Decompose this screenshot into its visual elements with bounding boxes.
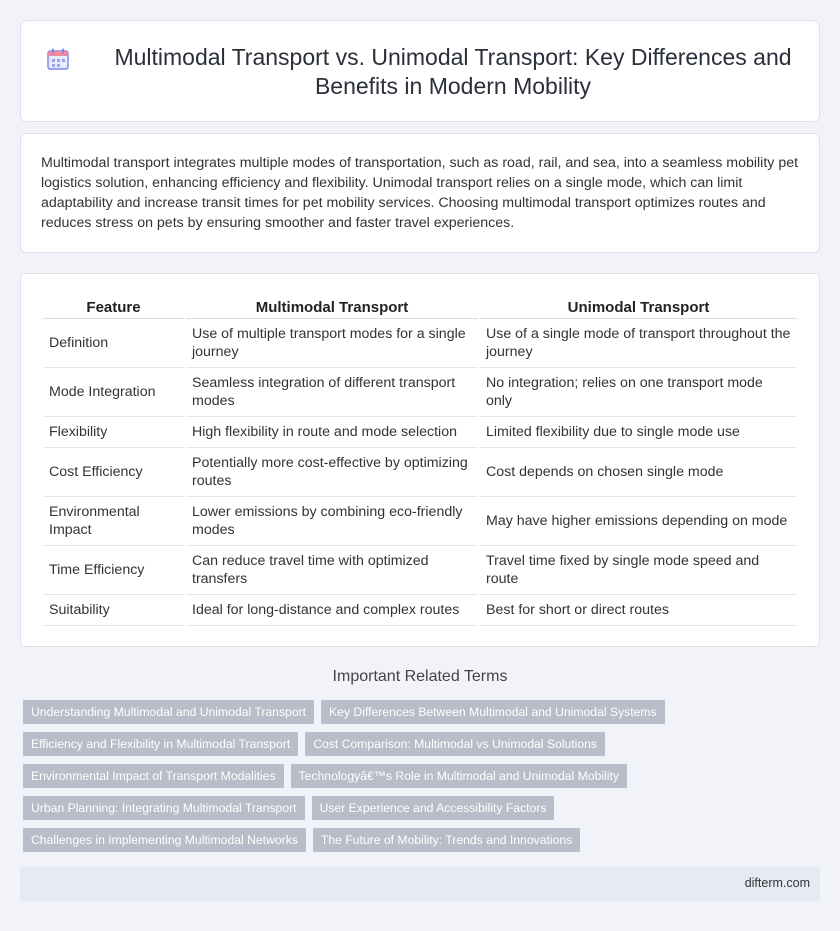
table-row bbox=[43, 448, 797, 497]
table-header-multimodal: Multimodal Transport bbox=[186, 297, 478, 319]
table-cell: Cost Efficiency bbox=[43, 448, 184, 497]
table-row bbox=[43, 368, 797, 417]
intro-paragraph: Multimodal transport integrates multiple modes of transportation, such as road, rail, and sea, into a seamless mobility pet logistics solution, enhancing efficiency and flexibility. Unimodal transport relies on a single mode, which can limit adaptability and increase transit times for pet mobility services. Choosing multimodal transport optimizes routes and reduces stress on pets by ensuring smoother and faster travel experiences. bbox=[41, 155, 799, 231]
table-cell: Seamless integration of different transport modes bbox=[186, 368, 478, 417]
table-cell: Cost depends on chosen single mode bbox=[480, 448, 797, 497]
table-row bbox=[43, 595, 797, 626]
tag-row bbox=[23, 700, 803, 724]
table-header-unimodal: Unimodal Transport bbox=[480, 297, 797, 319]
table-cell: Definition bbox=[43, 319, 184, 368]
title-card bbox=[20, 20, 820, 122]
tag-row bbox=[23, 764, 803, 788]
table-cell: Suitability bbox=[43, 595, 184, 626]
related-term-link[interactable]: Technologyâ€™s Role in Multimodal and Unimodal Mobility bbox=[291, 764, 627, 788]
table-cell: Time Efficiency bbox=[43, 546, 184, 595]
table-header-feature: Feature bbox=[43, 297, 184, 319]
table-cell: Best for short or direct routes bbox=[480, 595, 797, 626]
table-cell: Potentially more cost-effective by optimizing routes bbox=[186, 448, 478, 497]
table-row bbox=[43, 417, 797, 448]
related-terms-heading: Important Related Terms bbox=[332, 668, 508, 685]
table-cell: Use of multiple transport modes for a single journey bbox=[186, 319, 478, 368]
table-row bbox=[43, 497, 797, 546]
table-row bbox=[43, 546, 797, 595]
table-row bbox=[43, 319, 797, 368]
related-term-link[interactable]: Understanding Multimodal and Unimodal Transport bbox=[23, 700, 314, 724]
table-cell: Ideal for long-distance and complex routes bbox=[186, 595, 478, 626]
intro-card bbox=[20, 133, 820, 253]
related-term-link[interactable]: User Experience and Accessibility Factors bbox=[312, 796, 555, 820]
table-cell: High flexibility in route and mode selection bbox=[186, 417, 478, 448]
table-cell: Lower emissions by combining eco-friendly modes bbox=[186, 497, 478, 546]
tag-row bbox=[23, 828, 803, 852]
table-cell: No integration; relies on one transport mode only bbox=[480, 368, 797, 417]
related-term-link[interactable]: Challenges in Implementing Multimodal Networks bbox=[23, 828, 306, 852]
table-cell: Mode Integration bbox=[43, 368, 184, 417]
related-term-link[interactable]: Key Differences Between Multimodal and Unimodal Systems bbox=[321, 700, 665, 724]
page-title: Multimodal Transport vs. Unimodal Transport: Key Differences and Benefits in Modern Mobility bbox=[114, 44, 792, 99]
comparison-table bbox=[41, 297, 799, 626]
related-term-link[interactable]: Efficiency and Flexibility in Multimodal Transport bbox=[23, 732, 298, 756]
footer bbox=[20, 867, 820, 901]
table-cell: May have higher emissions depending on mode bbox=[480, 497, 797, 546]
footer-site-link[interactable]: difterm.com bbox=[744, 876, 810, 890]
table-cell: Limited flexibility due to single mode use bbox=[480, 417, 797, 448]
table-cell: Flexibility bbox=[43, 417, 184, 448]
table-header-row bbox=[43, 297, 797, 319]
table-cell: Travel time fixed by single mode speed and route bbox=[480, 546, 797, 595]
related-term-link[interactable]: Environmental Impact of Transport Modalities bbox=[23, 764, 284, 788]
table-cell: Can reduce travel time with optimized transfers bbox=[186, 546, 478, 595]
table-cell: Use of a single mode of transport throughout the journey bbox=[480, 319, 797, 368]
comparison-table-card bbox=[20, 273, 820, 647]
related-term-link[interactable]: The Future of Mobility: Trends and Innovations bbox=[313, 828, 580, 852]
tag-row bbox=[23, 732, 803, 756]
related-terms-list bbox=[23, 700, 803, 860]
table-cell: Environmental Impact bbox=[43, 497, 184, 546]
related-term-link[interactable]: Urban Planning: Integrating Multimodal Transport bbox=[23, 796, 305, 820]
related-term-link[interactable]: Cost Comparison: Multimodal vs Unimodal Solutions bbox=[305, 732, 605, 756]
tag-row bbox=[23, 796, 803, 820]
